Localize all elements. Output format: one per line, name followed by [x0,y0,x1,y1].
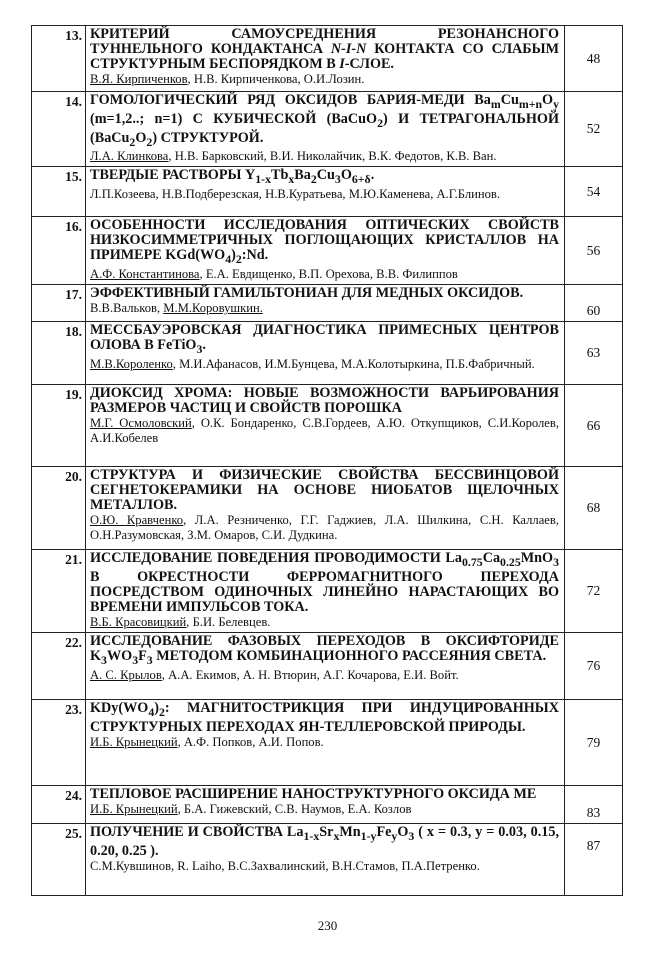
entry-title: СТРУКТУРА И ФИЗИЧЕСКИЕ СВОЙСТВА БЕССВИНЦОВОЙ СЕГНЕТОКЕРАМИКИ НА ОСНОВЕ НИОБАТОВ ЩЕЛОЧНЫХ МЕТАЛЛОВ. [90,467,559,514]
entry-body [86,700,565,786]
presenting-author: А. С. Крылов [90,667,162,682]
entry-number: 23. [32,700,86,786]
entry-number: 25. [32,824,86,896]
entry-authors: И.Б. Крынецкий, А.Ф. Попков, А.И. Попов. [90,734,324,749]
entry-title: $KDy(WO_4)_2$: МАГНИТОСТРИКЦИЯ ПРИ ИНДУЦИРОВАННЫХ СТРУКТУРНЫХ ПЕРЕХОДАХ ЯН-ТЕЛЛЕРОВСКОЙ ПРИРОДЫ. [90,700,559,735]
entry-title: ИССЛЕДОВАНИЕ ПОВЕДЕНИЯ ПРОВОДИМОСТИ $La_{0.75}Ca_{0.25}MnO_3$ В ОКРЕСТНОСТИ ФЕРРОМАГНИТНОГО ПЕРЕХОДА ПОСРЕДСТВОМ ОДИНОЧНЫХ ЛИНЕЙНО НАРАСТАЮЩИХ ВО ВРЕМЕНИ ИМПУЛЬСОВ ТОКА. [90,550,559,616]
toc-entry-18 [32,322,623,385]
entry-page: 79 [565,700,623,786]
toc-entry-14 [32,92,623,167]
entry-page: 66 [565,385,623,467]
entry-body [86,550,565,633]
entry-page: 63 [565,322,623,385]
entry-body [86,285,565,322]
presenting-author: Л.А. Клинкова [90,149,169,164]
toc-entry-13 [32,26,623,92]
presenting-author: А.Ф. Константинова [90,267,200,282]
entry-page: 60 [565,285,623,322]
presenting-author: М.Г. Осмоловский [90,416,192,431]
entry-title: ТВЕРДЫЕ РАСТВОРЫ $Y_{1-x}Tb_xBa_2Cu_3O_{6+\delta}$. [90,167,375,187]
entry-page: 52 [565,92,623,167]
entry-authors: Л.А. Клинкова, Н.В. Барковский, В.И. Николайчик, В.К. Федотов, К.В. Ван. [90,149,497,164]
entry-body [86,92,565,167]
entry-body [86,26,565,92]
toc-entry-17 [32,285,623,322]
entry-authors: А. С. Крылов, А.А. Екимов, А. Н. Втюрин, А.Г. Кочарова, Е.И. Войт. [90,667,459,682]
entry-page: 72 [565,550,623,633]
toc-entry-19 [32,385,623,467]
presenting-author: М.М.Коровушкин. [163,301,263,316]
entry-title: ДИОКСИД ХРОМА: НОВЫЕ ВОЗМОЖНОСТИ ВАРЬИРОВАНИЯ РАЗМЕРОВ ЧАСТИЦ И СВОЙСТВ ПОРОШКА [90,385,559,417]
entry-title: КРИТЕРИЙ САМОУСРЕДНЕНИЯ РЕЗОНАНСНОГО ТУННЕЛЬНОГО КОНДАКТАНСА N-I-N КОНТАКТА СО СЛАБЫМ СТРУКТУРНЫМ БЕСПОРЯДКОМ В I-СЛОЕ. [90,26,559,72]
presenting-author: О.Ю. Кравченко [90,513,184,528]
entry-page: 48 [565,26,623,92]
presenting-author: И.Б. Крынецкий [90,734,178,749]
entry-title: ГОМОЛОГИЧЕСКИЙ РЯД ОКСИДОВ БАРИЯ-МЕДИ $Ba_mCu_{m+n}O_y$ (m=1,2..; n=1) С КУБИЧЕСКОЙ (BaCuO$_2$) И ТЕТРАГОНАЛЬНОЙ $(BaCu_2O_2)$ СТРУКТУРОЙ. [90,92,559,149]
toc-entry-21 [32,550,623,633]
entry-page: 54 [565,167,623,217]
entry-number: 14. [32,92,86,167]
presenting-author: И.Б. Крынецкий [90,802,178,817]
entry-title: МЕССБАУЭРОВСКАЯ ДИАГНОСТИКА ПРИМЕСНЫХ ЦЕНТРОВ ОЛОВА В FeTiO$_3$. [90,322,559,357]
entry-body [86,217,565,285]
entry-page: 83 [565,786,623,824]
entry-number: 24. [32,786,86,824]
entry-title: ИССЛЕДОВАНИЕ ФАЗОВЫХ ПЕРЕХОДОВ В ОКСИФТОРИДЕ $K_3WO_3F_3$ МЕТОДОМ КОМБИНАЦИОННОГО РАССЕЯНИЯ СВЕТА. [90,633,559,667]
entry-page: 56 [565,217,623,285]
entry-number: 13. [32,26,86,92]
entry-number: 21. [32,550,86,633]
entry-body [86,322,565,385]
toc-entry-15 [32,167,623,217]
entry-authors: О.Ю. Кравченко, Л.А. Резниченко, Г.Г. Гаджиев, Л.А. Шилкина, С.Н. Каллаев, О.Н.Разумовская, З.М. Омаров, С.И. Дудкина. [90,513,559,543]
entry-number: 20. [32,467,86,550]
entry-authors: М.В.Короленко, М.И.Афанасов, И.М.Бунцева, М.А.Колотыркина, П.Б.Фабричный. [90,357,535,372]
page-number: 230 [317,918,338,933]
entry-body [86,633,565,700]
entry-body [86,786,565,824]
entry-number: 16. [32,217,86,285]
entry-page: 68 [565,467,623,550]
entry-page: 76 [565,633,623,700]
entry-body [86,167,565,217]
entry-number: 19. [32,385,86,467]
entry-authors: Л.П.Козеева, Н.В.Подберезская, Н.В.Куратьева, М.Ю.Каменева, А.Г.Блинов. [90,187,500,202]
entry-number: 15. [32,167,86,217]
toc-entry-23 [32,700,623,786]
entry-title: ТЕПЛОВОЕ РАСШИРЕНИЕ НАНОСТРУКТУРНОГО ОКСИДА МЕ [90,787,537,803]
presenting-author: В.Б. Красовицкий [90,615,187,630]
entry-authors: В.Б. Красовицкий, Б.И. Белевцев. [90,615,271,630]
entry-authors: В.В.Вальков, М.М.Коровушкин. [90,301,263,316]
toc-entry-20 [32,467,623,550]
contents-table [31,25,623,896]
entry-number: 22. [32,633,86,700]
entry-body [86,467,565,550]
toc-entry-25 [32,824,623,896]
entry-body [86,824,565,896]
entry-number: 17. [32,285,86,322]
entry-title: ЭФФЕКТИВНЫЙ ГАМИЛЬТОНИАН ДЛЯ МЕДНЫХ ОКСИДОВ. [90,285,524,302]
entry-authors: А.Ф. Константинова, Е.А. Евдищенко, В.П. Орехова, В.В. Филиппов [90,267,458,282]
presenting-author: В.Я. Кирпиченков [90,72,188,86]
entry-title: ОСОБЕННОСТИ ИССЛЕДОВАНИЯ ОПТИЧЕСКИХ СВОЙСТВ НИЗКОСИММЕТРИЧНЫХ ПОГЛОЩАЮЩИХ КРИСТАЛЛОВ НА ПРИМЕРЕ $KGd(WO_4)_2:Nd$. [90,217,559,267]
entry-title: ПОЛУЧЕНИЕ И СВОЙСТВА $La_{1-x}Sr_xMn_{1-y}Fe_yO_3$ ( x = 0.3, y = 0.03, 0.15, 0.20, 0.25 ). [90,824,559,859]
entry-body [86,385,565,467]
entry-authors: И.Б. Крынецкий, Б.А. Гижевский, С.В. Наумов, Е.А. Козлов [90,802,412,817]
entry-page: 87 [565,824,623,896]
entry-authors: С.М.Кувшинов, R. Laiho, В.С.Захвалинский, В.Н.Стамов, П.А.Петренко. [90,858,480,873]
toc-entry-24 [32,786,623,824]
toc-entry-22 [32,633,623,700]
entry-authors: В.Я. Кирпиченков, Н.В. Кирпиченкова, О.И.Лозин. [90,72,365,86]
entry-number: 18. [32,322,86,385]
entry-authors: М.Г. Осмоловский, О.К. Бондаренко, С.В.Гордеев, А.Ю. Откупщиков, С.И.Королев, А.И.Кобелев [90,416,559,446]
toc-entry-16 [32,217,623,285]
presenting-author: М.В.Короленко [90,357,173,372]
